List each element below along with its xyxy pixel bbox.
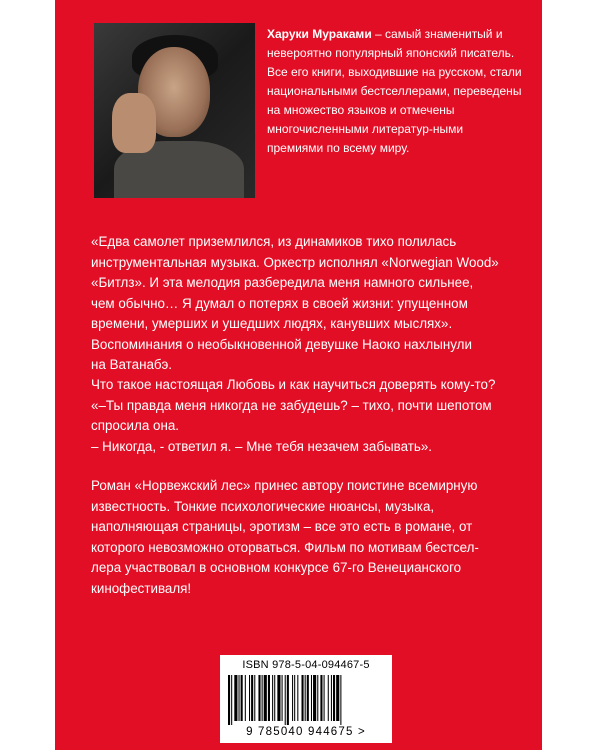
- barcode-bar: [268, 675, 270, 721]
- author-photo-hand: [112, 93, 156, 153]
- barcode-panel: [220, 655, 392, 743]
- barcode-bar: [292, 675, 293, 721]
- barcode-bar: [297, 675, 298, 721]
- barcode-bar: [317, 675, 318, 721]
- barcode-bar: [254, 675, 255, 721]
- barcode-bar: [274, 675, 275, 721]
- author-bio-text: – самый знаменитый и невероятно популярный японский писатель. Все его книги, выходившие на русском, стали национальными бестселлерами, переведены на множество языков и отмечены многочисленными литератур-ными премиями по всему миру.: [267, 27, 522, 155]
- barcode-bar: [307, 675, 309, 721]
- barcode-bar: [228, 675, 230, 725]
- barcode-bar: [336, 675, 339, 721]
- barcode-bar: [241, 675, 243, 721]
- author-bio: [267, 25, 522, 158]
- barcode-bar: [262, 675, 263, 721]
- barcode-bar: [324, 675, 325, 721]
- barcode-bar: [258, 675, 260, 721]
- barcode-bar: [249, 675, 250, 721]
- questions-paragraph: Что такое настоящая Любовь и как научиться доверять кому-то? «–Ты правда меня никогда не забудешь? – тихо, почти шепотом спросила она. – Никогда, - ответил я. – Мне тебя незачем забывать».: [91, 377, 496, 454]
- barcode-bar: [340, 675, 341, 725]
- book-back-cover: [55, 0, 542, 750]
- barcode-bar: [328, 675, 329, 721]
- isbn-text: ISBN 978-5-04-094467-5: [242, 659, 370, 671]
- barcode-bar: [302, 675, 304, 721]
- barcode-bar: [251, 675, 253, 721]
- barcode-digits: 9 785040 944675 >: [246, 726, 366, 738]
- barcode-bar: [320, 675, 322, 721]
- barcode-bar: [287, 675, 289, 725]
- barcode-bar: [285, 675, 286, 725]
- author-name: Харуки Мураками: [267, 27, 372, 41]
- barcode-bar: [313, 675, 316, 721]
- barcode-bar: [277, 675, 280, 721]
- description-paragraph: Роман «Норвежский лес» принес автору поистине всемирную известность. Тонкие психологические нюансы, музыка, наполняющая страницы, эротизм – все это есть в романе, от которого невозможно оторваться. Фильм по мотивам бестсел- лера участвовал в основном конкурсе 67-го Венецианского кинофестиваля!: [91, 478, 479, 596]
- barcode-bar: [331, 675, 332, 721]
- barcode-icon: [228, 675, 384, 725]
- barcode-bar: [282, 675, 283, 721]
- excerpt-paragraph: «Едва самолет приземлился, из динамиков тихо полилась инструментальная музыка. Оркестр исполнял «Norwegian Wood» «Битлз». И эта мелодия разбередила меня намного сильнее, чем обычно… Я думал о потерях в своей жизни: упущенном времени, умерших и ушедших людях, канувших мыслях». Воспоминания о необыкновенной девушке Наоко нахлынули на Ватанабэ.: [91, 234, 499, 372]
- barcode-bar: [239, 675, 240, 721]
- barcode-bar: [231, 675, 232, 725]
- author-photo: [94, 23, 255, 198]
- barcode-bar: [294, 675, 295, 721]
- barcode-bar: [333, 675, 335, 721]
- barcode-bar: [264, 675, 267, 721]
- barcode-bar: [272, 675, 273, 721]
- barcode-bar: [305, 675, 306, 721]
- barcode-bar: [311, 675, 312, 721]
- barcode-bar: [234, 675, 237, 721]
- barcode-bar: [245, 675, 246, 721]
